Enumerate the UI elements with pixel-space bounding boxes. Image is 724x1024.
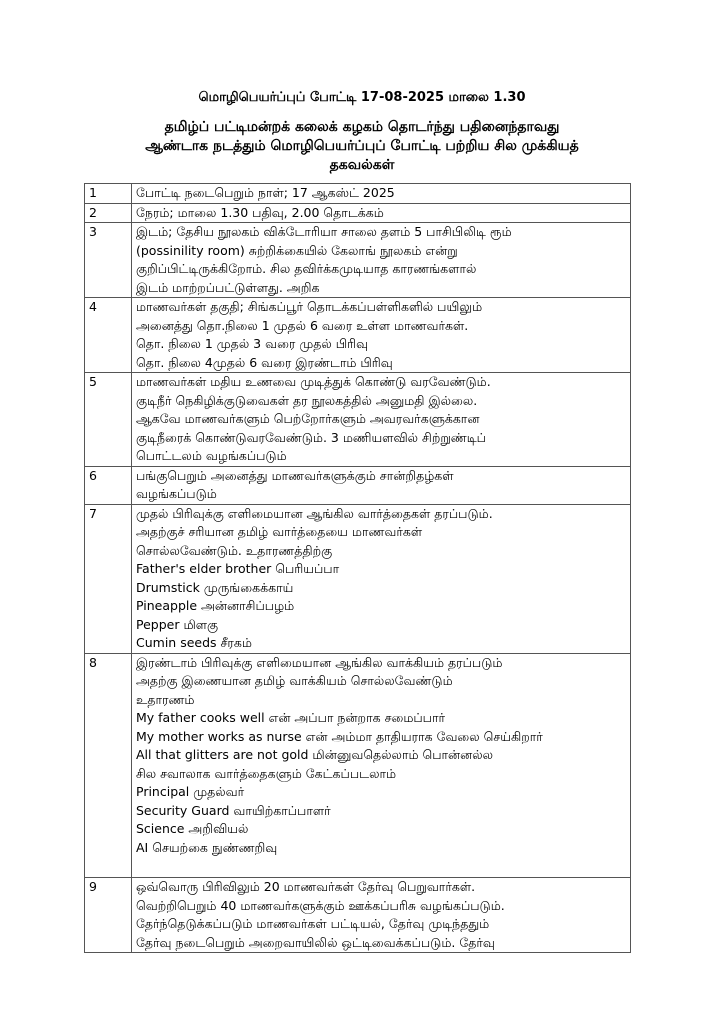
row-content xyxy=(132,878,631,953)
row-line: இடம் மாற்றப்பட்டுள்ளது. அறிக xyxy=(136,279,320,295)
row-line: ஒவ்வொரு பிரிவிலும் 20 மாணவர்கள் தேர்வு பெறுவார்கள். xyxy=(136,879,476,894)
row-line: மாணவர்கள் மதிய உணவை முடித்துக் கொண்டு வரவேண்டும். xyxy=(136,374,491,389)
row-number: 9 xyxy=(85,878,132,953)
table-row xyxy=(85,653,631,878)
row-line: Science அறிவியல் xyxy=(136,821,249,836)
subtitle-line: ஆண்டாக நடத்தும் மொழிபெயர்ப்புப் போட்டி பற்றிய சில முக்கியத் xyxy=(145,138,579,154)
row-number: 2 xyxy=(85,203,132,223)
row-line: தேர்வு நடைபெறும் அறைவாயிலில் ஒட்டிவைக்கப்படும். தேர்வு xyxy=(136,934,495,950)
table-row xyxy=(85,504,631,653)
row-line: தொ. நிலை 1 முதல் 3 வரை முதல் பிரிவு xyxy=(136,336,369,351)
row-content xyxy=(132,203,631,223)
info-table xyxy=(84,183,631,953)
row-line: Pineapple அன்னாசிப்பழம் xyxy=(136,598,295,613)
row-line: மாணவர்கள் தகுதி; சிங்கப்பூர் தொடக்கப்பள்ளிகளில் பயிலும் xyxy=(136,299,483,314)
row-content xyxy=(132,373,631,467)
document-subtitle xyxy=(90,118,634,175)
row-content xyxy=(132,504,631,653)
table-row xyxy=(85,223,631,298)
row-line: My father cooks well என் அப்பா நன்றாக சமைப்பார் xyxy=(136,710,446,725)
row-line: போட்டி நடைபெறும் நாள்; 17 ஆகஸ்ட் 2025 xyxy=(136,185,395,200)
row-line: அனைத்து தொ.நிலை 1 முதல் 6 வரை உள்ள மாணவர்கள். xyxy=(136,317,469,333)
table-row xyxy=(85,373,631,467)
document-title: மொழிபெயர்ப்புப் போட்டி 17-08-2025 மாலை 1.30 xyxy=(198,90,526,105)
row-number: 1 xyxy=(85,184,132,204)
row-number: 8 xyxy=(85,653,132,878)
row-line: தேர்ந்தெடுக்கப்படும் மாணவர்கள் பட்டியல், தேர்வு முடிந்ததும் xyxy=(136,916,490,931)
row-line: Cumin seeds சீரகம் xyxy=(136,635,252,650)
row-content xyxy=(132,223,631,298)
row-line: உதாரணம் xyxy=(136,691,195,707)
table-row xyxy=(85,203,631,223)
row-line: Father's elder brother பெரியப்பா xyxy=(136,561,340,576)
row-content xyxy=(132,298,631,373)
row-line: AI செயற்கை நுண்ணறிவு xyxy=(136,839,278,855)
row-line: குறிப்பிட்டிருக்கிறோம். சில தவிர்க்கமுடியாத காரணங்களால் xyxy=(136,261,477,276)
row-content xyxy=(132,653,631,878)
row-line: அதற்கு இணையான தமிழ் வாக்கியம் சொல்லவேண்டும் xyxy=(136,673,453,688)
row-line: வழங்கப்படும் xyxy=(136,486,217,501)
row-number: 6 xyxy=(85,466,132,504)
row-line: Pepper மிளகு xyxy=(136,616,219,632)
row-line: நேரம்; மாலை 1.30 பதிவு, 2.00 தொடக்கம் xyxy=(136,204,384,220)
subtitle-line: தகவல்கள் xyxy=(329,157,395,173)
row-line: பொட்டலம் வழங்கப்படும் xyxy=(136,448,287,463)
row-line: தொ. நிலை 4முதல் 6 வரை இரண்டாம் பிரிவு xyxy=(136,354,393,370)
row-line: குடிநீர் நெகிழிக்குடுவைகள் தர நூலகத்தில் அனுமதி இல்லை. xyxy=(136,392,478,408)
table-row xyxy=(85,878,631,953)
row-content xyxy=(132,184,631,204)
row-line: (possinility room) சுற்றிக்கையில் கேலாங் நூலகம் என்று xyxy=(136,242,458,258)
table-row xyxy=(85,466,631,504)
row-line: இரண்டாம் பிரிவுக்கு எளிமையான ஆங்கில வாக்கியம் தரப்படும் xyxy=(136,654,503,670)
row-line: ஆகவே மாணவர்களும் பெற்றோர்களும் அவரவர்களுக்கான xyxy=(136,411,480,426)
row-number: 7 xyxy=(85,504,132,653)
row-number: 4 xyxy=(85,298,132,373)
row-line: சில சவாலாக வார்த்தைகளும் கேட்கப்படலாம் xyxy=(136,765,397,781)
row-line: சொல்லவேண்டும். உதாரணத்திற்கு xyxy=(136,542,333,558)
row-number: 3 xyxy=(85,223,132,298)
row-line: Drumstick முருங்கைக்காய் xyxy=(136,579,294,595)
subtitle-line: தமிழ்ப் பட்டிமன்றக் கலைக் கழகம் தொடர்ந்து பதினைந்தாவது xyxy=(164,119,560,135)
row-line: My mother works as nurse என் அம்மா தாதியராக வேலை செய்கிறார் xyxy=(136,728,543,744)
row-line: பங்குபெறும் அனைத்து மாணவர்களுக்கும் சான்றிதழ்கள் xyxy=(136,467,454,483)
row-line: Security Guard வாயிற்காப்பாளர் xyxy=(136,802,331,818)
row-line: குடிநீரைக் கொண்டுவரவேண்டும். 3 மணியளவில் சிற்றுண்டிப் xyxy=(136,429,486,445)
table-row xyxy=(85,184,631,204)
row-line: முதல் பிரிவுக்கு எளிமையான ஆங்கில வார்த்தைகள் தரப்படும். xyxy=(136,505,493,521)
row-content xyxy=(132,466,631,504)
row-line: வெற்றிபெறும் 40 மாணவர்களுக்கும் ஊக்கப்பரிசு வழங்கப்படும். xyxy=(136,897,505,913)
row-line: Principal முதல்வர் xyxy=(136,784,245,799)
table-row xyxy=(85,298,631,373)
row-line: All that glitters are not gold மின்னுவதெல்லாம் பொன்னல்ல xyxy=(136,747,494,762)
row-line: அதற்குச் சரியான தமிழ் வார்த்தையை மாணவர்கள் xyxy=(136,524,423,539)
row-line: இடம்; தேசிய நூலகம் விக்டோரியா சாலை தளம் 5 பாசிபிலிடி ரூம் xyxy=(136,224,512,239)
row-number: 5 xyxy=(85,373,132,467)
